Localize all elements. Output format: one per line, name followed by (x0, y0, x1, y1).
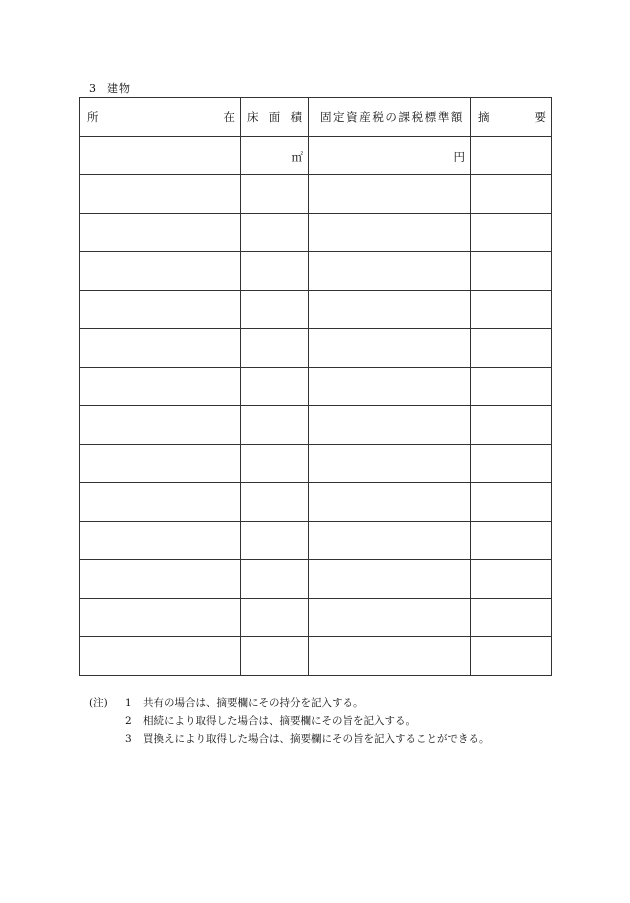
floor-area-cell[interactable] (241, 367, 309, 406)
location-cell[interactable] (80, 213, 241, 252)
floor-area-cell[interactable] (241, 290, 309, 329)
table-row (80, 483, 552, 522)
location-cell[interactable] (80, 136, 241, 175)
tax-value-cell[interactable] (309, 521, 471, 560)
location-cell[interactable] (80, 560, 241, 599)
yen-unit: 円 (453, 149, 465, 164)
note-text: 買換えにより取得した場合は、摘要欄にその旨を記入することができる。 (143, 733, 490, 745)
remarks-cell[interactable] (471, 329, 552, 368)
table-row (80, 560, 552, 599)
table-row (80, 521, 552, 560)
header-floor-area-char: 床 (247, 109, 259, 124)
table-row (80, 444, 552, 483)
floor-area-cell[interactable] (241, 444, 309, 483)
note-prefix: (注) (89, 697, 108, 709)
table-row (80, 367, 552, 406)
header-row (80, 98, 552, 137)
floor-area-cell[interactable] (241, 483, 309, 522)
header-location-left: 所 (87, 109, 99, 124)
remarks-cell[interactable] (471, 252, 552, 291)
tax-value-cell[interactable] (309, 290, 471, 329)
remarks-cell[interactable] (471, 367, 552, 406)
floor-area-cell[interactable] (241, 406, 309, 445)
location-cell[interactable] (80, 637, 241, 676)
remarks-cell[interactable] (471, 213, 552, 252)
floor-area-cell[interactable] (241, 175, 309, 214)
note-text: 共有の場合は、摘要欄にその持分を記入する。 (143, 697, 364, 709)
tax-value-cell[interactable] (309, 637, 471, 676)
location-cell[interactable] (80, 483, 241, 522)
location-cell[interactable] (80, 367, 241, 406)
header-remarks-left: 摘 (478, 109, 490, 124)
table-row (80, 637, 552, 676)
location-cell[interactable] (80, 598, 241, 637)
tax-value-cell[interactable] (309, 598, 471, 637)
location-cell[interactable] (80, 252, 241, 291)
building-table (79, 97, 552, 676)
tax-value-cell[interactable] (309, 444, 471, 483)
note-number: 1 (125, 697, 132, 709)
location-cell[interactable] (80, 406, 241, 445)
table-row (80, 252, 552, 291)
location-cell[interactable] (80, 290, 241, 329)
remarks-cell[interactable] (471, 444, 552, 483)
note-item (89, 694, 490, 712)
remarks-cell[interactable] (471, 406, 552, 445)
table-row (80, 213, 552, 252)
header-tax-value-label: 固定資産税の課税標準額 (319, 109, 465, 124)
remarks-cell[interactable] (471, 598, 552, 637)
section-heading: 建物 (107, 82, 131, 95)
table-row (80, 175, 552, 214)
header-remarks (471, 98, 552, 137)
table-row (80, 329, 552, 368)
tax-value-cell[interactable] (309, 252, 471, 291)
location-cell[interactable] (80, 444, 241, 483)
table-row (80, 406, 552, 445)
location-cell[interactable] (80, 175, 241, 214)
section-title (89, 80, 131, 96)
header-remarks-right: 要 (534, 109, 546, 124)
tax-value-cell[interactable] (309, 329, 471, 368)
note-number: 2 (125, 715, 132, 727)
tax-value-cell[interactable] (309, 175, 471, 214)
unit-row (80, 136, 552, 175)
floor-area-cell[interactable] (241, 521, 309, 560)
tax-value-cell[interactable] (309, 406, 471, 445)
area-unit: ㎡ (291, 149, 303, 164)
remarks-cell[interactable] (471, 560, 552, 599)
header-floor-area-char: 面 (268, 109, 281, 124)
table-row (80, 598, 552, 637)
floor-area-cell[interactable] (241, 598, 309, 637)
header-floor-area (241, 98, 309, 137)
floor-area-cell[interactable] (241, 560, 309, 599)
remarks-cell[interactable] (471, 290, 552, 329)
floor-area-cell[interactable] (241, 213, 309, 252)
section-number: 3 (89, 82, 97, 95)
location-cell[interactable] (80, 329, 241, 368)
note-number: 3 (125, 733, 132, 745)
note-item (89, 730, 490, 748)
notes (89, 694, 490, 748)
note-item (89, 712, 490, 730)
header-floor-area-char: 積 (290, 109, 302, 124)
header-location (80, 98, 241, 137)
note-text: 相続により取得した場合は、摘要欄にその旨を記入する。 (143, 715, 416, 727)
header-tax-value (309, 98, 471, 137)
tax-value-cell[interactable] (309, 213, 471, 252)
remarks-cell[interactable] (471, 521, 552, 560)
floor-area-cell[interactable] (241, 136, 309, 175)
remarks-cell[interactable] (471, 483, 552, 522)
floor-area-cell[interactable] (241, 637, 309, 676)
remarks-cell[interactable] (471, 175, 552, 214)
tax-value-cell[interactable] (309, 560, 471, 599)
tax-value-cell[interactable] (309, 367, 471, 406)
tax-value-cell[interactable] (309, 136, 471, 175)
tax-value-cell[interactable] (309, 483, 471, 522)
table-row (80, 290, 552, 329)
remarks-cell[interactable] (471, 136, 552, 175)
remarks-cell[interactable] (471, 637, 552, 676)
floor-area-cell[interactable] (241, 329, 309, 368)
header-location-right: 在 (223, 109, 235, 124)
floor-area-cell[interactable] (241, 252, 309, 291)
location-cell[interactable] (80, 521, 241, 560)
